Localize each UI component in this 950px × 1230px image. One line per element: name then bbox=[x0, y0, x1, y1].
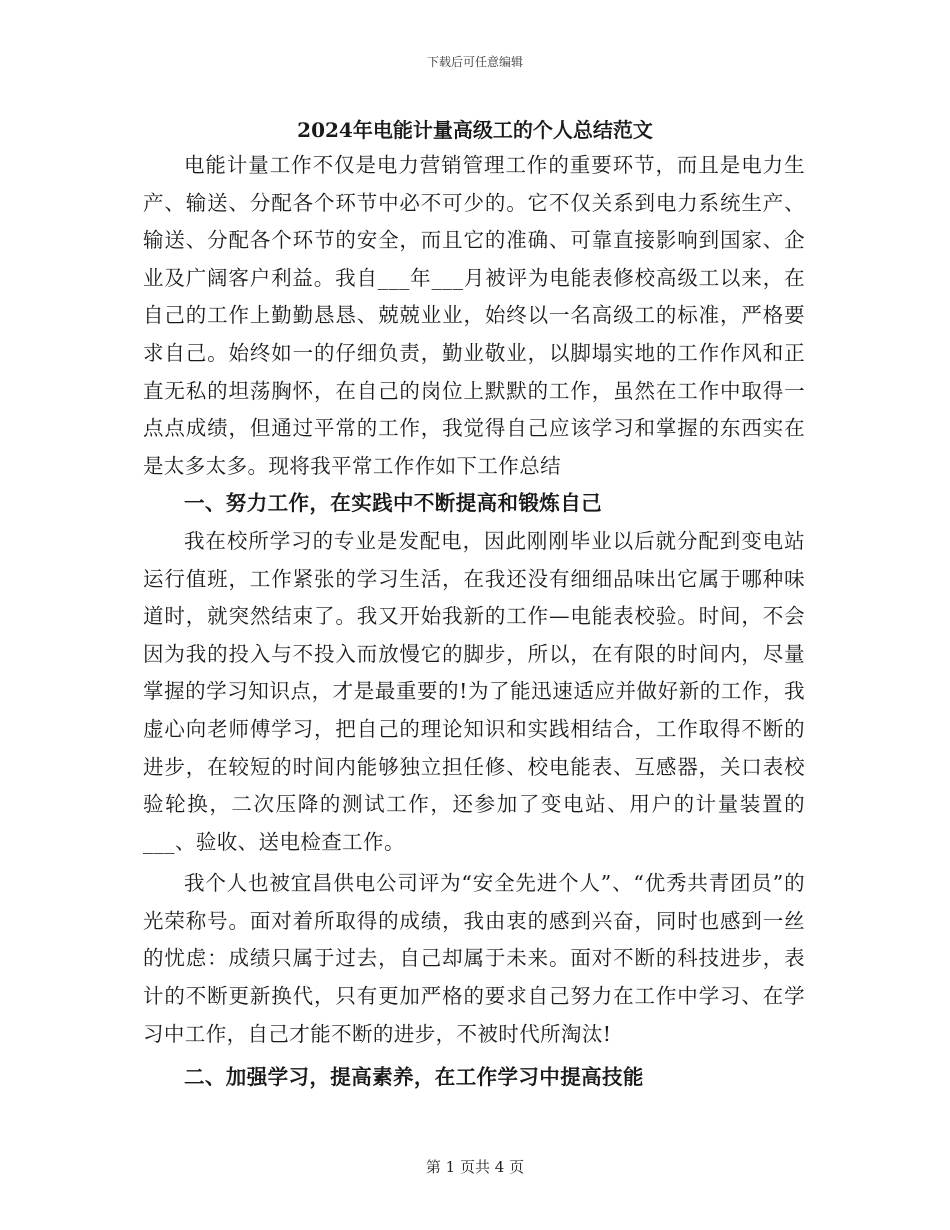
section-heading-1: 一、努力工作，在实践中不断提高和锻炼自己 bbox=[184, 491, 602, 516]
page-number-footer: 第 1 页共 4 页 bbox=[425, 1158, 525, 1176]
document-title: 2024年电能计量高级工的个人总结范文 bbox=[297, 118, 653, 142]
section-1-paragraph-1: 我在校所学习的专业是发配电，因此刚刚毕业以后就分配到变电站运行值班，工作紧张的学习生活，在我还没有细细品味出它属于哪种味道时，就突然结束了。我又开始我新的工作—电能表校验。时间，不会因为我的投入与不投入而放慢它的脚步，所以，在有限的时间内，尽量掌握的学习知识点，才是最重要的!为了能迅速适应并做好新的工作，我虚心向老师傅学习，把自己的理论知识和实践相结合，工作取得不断的进步，在较短的时间内能够独立担任修、校电能表、互感器，关口表校验轮换，二次压降的测试工作，还参加了变电站、用户的计量装置的___、验收、送电检查工作。 bbox=[143, 528, 805, 854]
intro-paragraph: 电能计量工作不仅是电力营销管理工作的重要环节，而且是电力生产、输送、分配各个环节中必不可少的。它不仅关系到电力系统生产、输送、分配各个环节的安全，而且它的准确、可靠直接影响到国家、企业及广阔客户利益。我自___年___月被评为电能表修校高级工以来，在自己的工作上勤勤恳恳、兢兢业业，始终以一名高级工的标准，严格要求自己。始终如一的仔细负责，勤业敬业，以脚塌实地的工作作风和正直无私的坦荡胸怀，在自己的岗位上默默的工作，虽然在工作中取得一点点成绩，但通过平常的工作，我觉得自己应该学习和掌握的东西实在是太多太多。现将我平常工作作如下工作总结 bbox=[143, 153, 805, 478]
page-header-note: 下载后可任意编辑 bbox=[426, 55, 523, 69]
document-body bbox=[143, 147, 805, 1097]
section-1-paragraph-2: 我个人也被宜昌供电公司评为“安全先进个人”、“优秀共青团员”的光荣称号。面对着所取得的成绩，我由衷的感到兴奋，同时也感到一丝的忧虑：成绩只属于过去，自己却属于未来。面对不断的科技进步，表计的不断更新换代，只有更加严格的要求自己努力在工作中学习、在学习中工作，自己才能不断的进步，不被时代所淘汰! bbox=[143, 871, 805, 1046]
section-heading-2: 二、加强学习，提高素养，在工作学习中提高技能 bbox=[184, 1065, 644, 1090]
